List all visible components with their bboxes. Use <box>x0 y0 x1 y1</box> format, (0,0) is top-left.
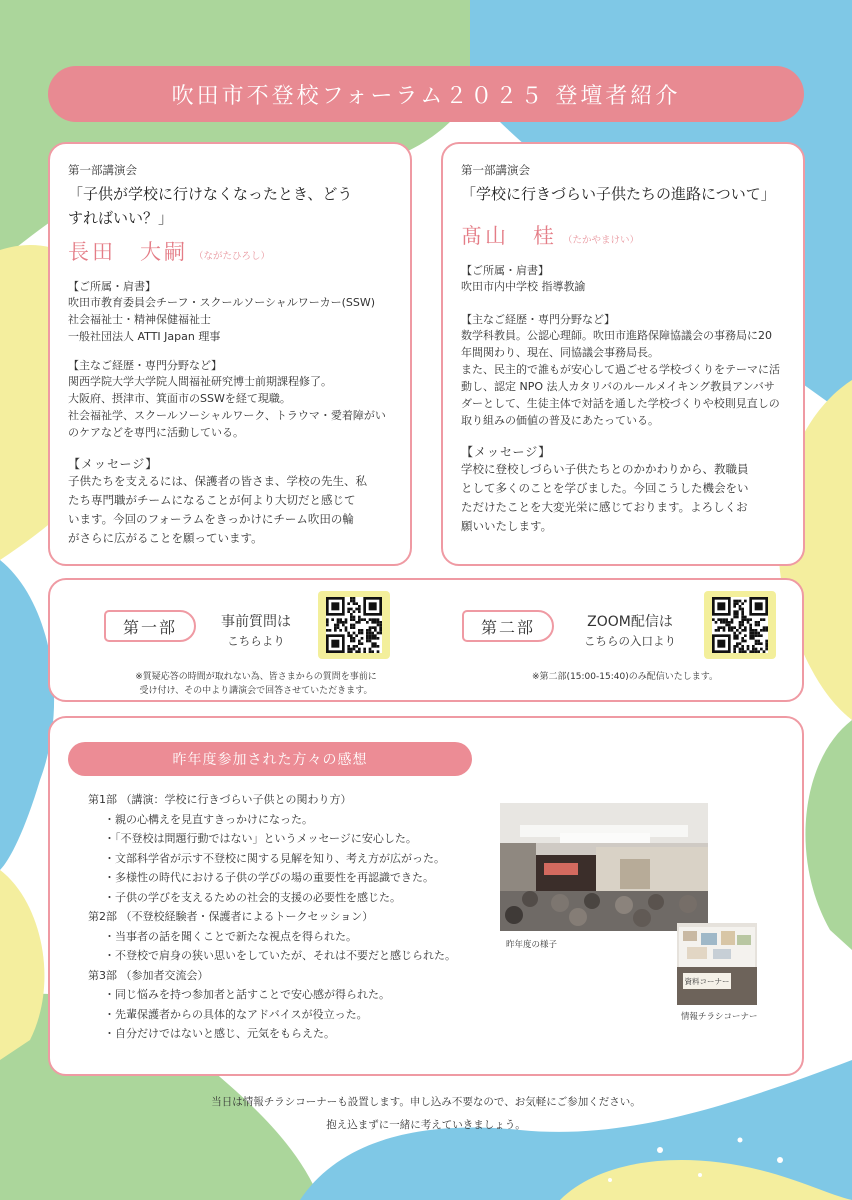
part1-note: ※質疑応答の時間が取れない為、皆さまからの質問を事前に 受け付け、その中より講演会で回答させていただきます。 <box>135 672 377 696</box>
list-item: ・先輩保護者からの具体的なアドバイスが役立った。 <box>104 1007 368 1021</box>
qr-icon <box>326 597 382 653</box>
list-item: ・親の心構えを見直すきっかけになった。 <box>104 812 313 826</box>
speaker-reading: （たかやまけい） <box>563 235 640 246</box>
list-item: ・文部科学省が示す不登校に関する見解を知り、考え方が広がった。 <box>104 851 445 865</box>
impression-group-title: 第2部 （不登校経験者・保護者によるトークセッション） <box>88 910 374 923</box>
list-item: ・多様性の時代における子供の学びの場の重要性を再認識できた。 <box>104 871 434 884</box>
part-label: 第一部講演会 <box>68 163 137 177</box>
list-item: ・「不登校は問題行動ではない」というメッセージに安心した。 <box>104 832 417 845</box>
speaker-card-2 <box>441 142 805 566</box>
affiliation-heading: 【ご所属・肩書】 <box>461 264 549 277</box>
part1-question-text: 事前質問は こちらより <box>221 614 291 648</box>
message-text: 子供たちを支えるには、保護者の皆さま、学校の先生、私 たち専門職がチームになることが何より大切だと感じて います。今回のフォーラムをきっかけにチーム吹田の輪 がさらに広がることを願っています。 <box>68 474 367 545</box>
speaker-name: 髙山 桂 <box>461 224 557 248</box>
impressions-heading: 昨年度参加された方々の感想 <box>68 742 472 776</box>
message-text: 学校に登校しづらい子供たちとのかかわりから、教職員 として多くのことを学びました。今回こうした機会をい ただけたことを大変光栄に感じております。よろしくお 願いいたします。 <box>461 462 749 533</box>
list-item: ・子供の学びを支えるための社会的支援の必要性を感じた。 <box>104 890 401 904</box>
impressions-list <box>88 790 508 1044</box>
part2-note: ※第二部(15:00-15:40)のみ配信いたします。 <box>532 672 718 682</box>
topic: 「子供が学校に行けなくなったとき、どう すればいい？」 <box>68 185 353 227</box>
list-item: ・当事者の話を聞くことで新たな視点を得られた。 <box>104 929 357 943</box>
list-item: ・同じ悩みを持つ参加者と話すことで安心感が得られた。 <box>104 988 390 1001</box>
list-item: ・不登校で肩身の狭い思いをしていたが、それは不要だと感じられた。 <box>104 949 456 962</box>
career-text: 関西学院大学大学院人間福祉研究博士前期課程修了。 大阪府、摂津市、箕面市のSSWを経て現職。 社会福祉学、スクールソーシャルワーク、トラウマ・愛着障がい のケアなどを専門に活動している。 <box>68 375 386 439</box>
speaker-name: 長田 大嗣 <box>68 240 188 264</box>
page-title: 吹田市不登校フォーラム２０２５ 登壇者紹介 <box>48 66 804 122</box>
flyer-corner-sign: 資料コーナー <box>684 977 730 986</box>
speaker-reading: （ながたひろし） <box>194 251 271 262</box>
qr-icon <box>712 597 768 653</box>
part-label: 第一部講演会 <box>461 163 530 177</box>
part2-pill: 第二部 <box>462 610 554 642</box>
photo-last-year-event <box>500 803 708 931</box>
career-text: 数学科教員。公認心理師。吹田市進路保障協議会の事務局に20 年間関わり、現在、同協議会事務局長。 また、民主的で誰もが安心して過ごせる学校づくりをテーマに活 動し、認定 NPO 法人カタリバのルールメイキング教員アンバサ ダーとして、生徒主体で対話を通した学校づくりや校則見直しの 取り組みの価値の普及にあたっている。 <box>461 329 780 427</box>
affiliation-text: 吹田市内中学校 指導教諭 <box>461 280 586 293</box>
part2-qr-code[interactable] <box>704 591 776 659</box>
affiliation-text: 吹田市教育委員会チーフ・スクールソーシャルワーカー(SSW) 社会福祉士・精神保健福祉士 一般社団法人 ATTI Japan 理事 <box>68 296 375 343</box>
message-heading: 【メッセージ】 <box>461 445 552 459</box>
impression-group-title: 第3部 （参加者交流会） <box>88 968 209 982</box>
affiliation-heading: 【ご所属・肩書】 <box>68 280 156 293</box>
message-heading: 【メッセージ】 <box>68 457 159 471</box>
part1-qr-code[interactable] <box>318 591 390 659</box>
speaker-card-1 <box>48 142 412 566</box>
career-heading: 【主なご経歴・専門分野など】 <box>461 313 615 326</box>
impression-group-title: 第1部 （講演：学校に行きづらい子供との関わり方） <box>88 793 352 806</box>
photo2-caption: 情報チラシコーナー <box>681 1012 758 1022</box>
career-heading: 【主なご経歴・専門分野など】 <box>68 359 222 372</box>
list-item: ・自分だけではないと感じ、元気をもらえた。 <box>104 1027 335 1040</box>
footer-line-1: 当日は情報チラシコーナーも設置します。申し込み不要なので、お気軽にご参加ください。 <box>211 1096 641 1108</box>
footer-line-2: 抱え込まずに一緒に考えていきましょう。 <box>326 1119 526 1131</box>
part2-zoom-text: ZOOM配信は こちらの入口より <box>584 614 676 648</box>
photo-flyer-corner <box>677 923 757 1005</box>
photo1-caption: 昨年度の様子 <box>506 940 558 950</box>
topic: 「学校に行きづらい子供たちの進路について」 <box>461 185 776 203</box>
part1-pill: 第一部 <box>104 610 196 642</box>
